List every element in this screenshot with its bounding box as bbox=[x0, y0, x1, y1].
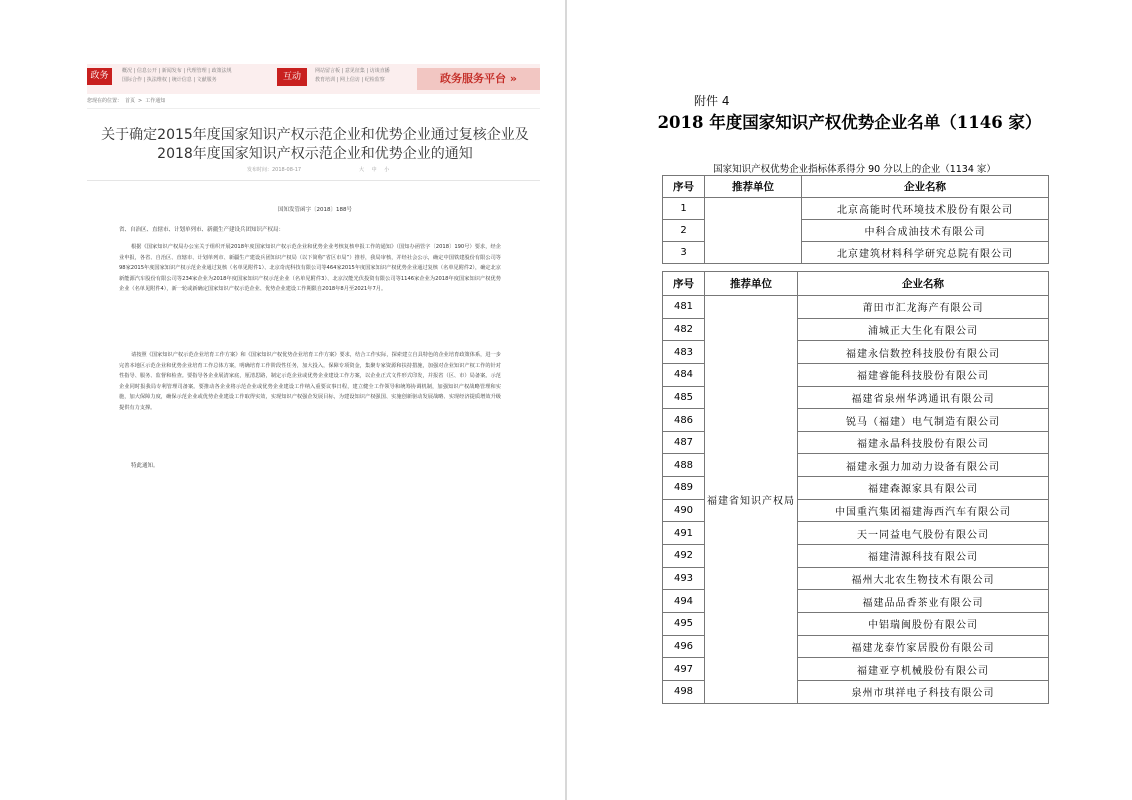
row-number: 493 bbox=[663, 567, 705, 590]
row-number: 495 bbox=[663, 612, 705, 635]
enterprise-name: 福建品品香茶业有限公司 bbox=[798, 590, 1049, 613]
header-name: 企业名称 bbox=[798, 272, 1049, 296]
service-platform-banner[interactable]: 政务服务平台 » bbox=[417, 68, 540, 90]
attachment-label: 附件 4 bbox=[694, 94, 730, 108]
row-number: 494 bbox=[663, 590, 705, 613]
row-number: 491 bbox=[663, 522, 705, 545]
enterprise-name: 福建清源科技有限公司 bbox=[798, 545, 1049, 568]
enterprise-name: 福建森源家具有限公司 bbox=[798, 477, 1049, 500]
breadcrumb-home-link[interactable]: 首页 bbox=[125, 98, 136, 104]
breadcrumb bbox=[87, 98, 540, 109]
enterprise-name: 中科合成油技术有限公司 bbox=[802, 220, 1049, 242]
nav-item[interactable]: 执法维权 bbox=[146, 77, 167, 83]
recommending-unit-cell bbox=[705, 198, 802, 264]
enterprise-name: 锐马（福建）电气制造有限公司 bbox=[798, 409, 1049, 432]
nav-item[interactable]: 文献服务 bbox=[196, 77, 217, 83]
row-number: 485 bbox=[663, 386, 705, 409]
document-title: 2018 年度国家知识产权优势企业名单（1146 家） bbox=[657, 113, 1042, 132]
nav-item[interactable]: 统计信息 bbox=[171, 77, 192, 83]
enterprise-name: 福建永晶科技股份有限公司 bbox=[798, 431, 1049, 454]
nav-item[interactable]: 网站留言板 bbox=[315, 68, 341, 74]
table-caption: 国家知识产权优势企业指标体系得分 90 分以上的企业（1134 家） bbox=[713, 164, 996, 175]
table-row bbox=[663, 198, 1049, 220]
enterprise-name: 浦城正大生化有限公司 bbox=[798, 318, 1049, 341]
body-paragraph-1: 根据《国家知识产权局办公室关于组织开展2018年度国家知识产权示范企业和优势企业考核复核申报工作的通知》（国知办函管字〔2018〕190号）要求，经企业申报，各省、自治区、直辖市、计划单列市、新疆生产建设兵团知识产权局（以下简称“省区市局”）推荐，我局审核，并经社会公示，确定中国铁建股份有限公司等98家2015年度国家知识产权示范企业通过复核（名单见附件1）、北京奇虎科技有限公司等464家2015年度国家知识产权优势企业通过复核（名单见附件2），确定北京新能源汽车股份有限公司等234家企业为2018年度国家知识产权示范企业（名单见附件3）、北京汉能光伏投资有限公司等1146家企业为2018年度国家知识产权优势企业（名单见附件4），新一轮或新确定国家知识产权示范企业、优势企业建设工作期限自2018年8月至2021年7月。 bbox=[119, 244, 501, 292]
divider bbox=[87, 180, 540, 181]
enterprise-name: 福建省泉州华鸿通讯有限公司 bbox=[798, 386, 1049, 409]
row-number: 483 bbox=[663, 341, 705, 364]
enterprise-name: 中铝瑞闽股份有限公司 bbox=[798, 612, 1049, 635]
nav-item[interactable]: 访谈直播 bbox=[369, 68, 390, 74]
row-number: 488 bbox=[663, 454, 705, 477]
row-number: 497 bbox=[663, 658, 705, 681]
enterprise-name: 福建龙泰竹家居股份有限公司 bbox=[798, 635, 1049, 658]
article-title-line: 2018年度国家知识产权示范企业和优势企业的通知 bbox=[157, 146, 473, 162]
row-number: 496 bbox=[663, 635, 705, 658]
enterprise-name: 福建睿能科技股份有限公司 bbox=[798, 363, 1049, 386]
font-size-switcher[interactable]: 大 中 小 bbox=[359, 167, 393, 173]
nav-row-4[interactable]: 教育培训 | 网上信访 | 纪检监察 bbox=[315, 77, 385, 83]
row-number: 489 bbox=[663, 477, 705, 500]
breadcrumb-separator: > bbox=[138, 98, 143, 104]
breadcrumb-current[interactable]: 工作通知 bbox=[145, 98, 166, 104]
enterprise-name: 莆田市汇龙海产有限公司 bbox=[798, 296, 1049, 319]
table-header-row bbox=[663, 176, 1049, 198]
nav-item[interactable]: 概况 bbox=[122, 68, 133, 74]
table-body bbox=[663, 296, 1049, 704]
row-number: 498 bbox=[663, 680, 705, 703]
nav-item[interactable]: 新闻发布 bbox=[161, 68, 182, 74]
header-unit: 推荐单位 bbox=[705, 176, 802, 198]
enterprise-name: 福建亚亨机械股份有限公司 bbox=[798, 658, 1049, 681]
enterprise-table-bottom bbox=[662, 271, 1049, 704]
header-name: 企业名称 bbox=[802, 176, 1049, 198]
gov-affairs-badge[interactable]: 政务 bbox=[87, 68, 112, 85]
row-number: 3 bbox=[663, 242, 705, 264]
enterprise-name: 中国重汽集团福建海西汽车有限公司 bbox=[798, 499, 1049, 522]
interaction-badge[interactable]: 互动 bbox=[277, 68, 307, 86]
header-no: 序号 bbox=[663, 272, 705, 296]
row-number: 482 bbox=[663, 318, 705, 341]
row-number: 490 bbox=[663, 499, 705, 522]
enterprise-table-top bbox=[662, 175, 1049, 264]
table-row bbox=[663, 296, 1049, 319]
enterprise-name: 福州大北农生物技术有限公司 bbox=[798, 567, 1049, 590]
addressee: 省、自治区、直辖市、计划单列市、新疆生产建设兵团知识产权局： bbox=[119, 227, 285, 233]
nav-row-1[interactable]: 概况 | 信息公开 | 新闻发布 | 代理管理 | 政策法规 bbox=[122, 68, 232, 74]
row-number: 1 bbox=[663, 198, 705, 220]
row-number: 481 bbox=[663, 296, 705, 319]
enterprise-name: 福建永强力加动力设备有限公司 bbox=[798, 454, 1049, 477]
header-no: 序号 bbox=[663, 176, 705, 198]
row-number: 486 bbox=[663, 409, 705, 432]
signoff: 特此通知。 bbox=[131, 463, 159, 469]
body-paragraph-2: 请按照《国家知识产权示范企业培育工作方案》和《国家知识产权优势企业培育工作方案》要求，结合工作实际，探索建立自具特色的企业培育政策体系，进一步完善本地区示范企业和优势企业培育工作总体方案，明确培育工作阶段性任务，加大投入，保障专项资金，集聚专家资源和扶持措施，加强对企业知识产权工作的针对性指导、服务、监督和检查。要指导各企业展清家底，厘清思路，制定示范企业或优势企业建设工作方案，以企业正式文件形式印发，并报省（区、市）局备案。示范企业同时报我局专利管理司备案。要推动各企业将示范企业或优势企业建设工作纳入重要议事日程，建立健全工作领导和统筹协调机制，加强知识产权战略管理和实施，加大保障力度，确保示范企业或优势企业建设工作取得实效，实现知识产权强企发展目标，为建设知识产权强国、实施创新驱动发展战略、实现经济提质增效升级提供有力支撑。 bbox=[119, 352, 501, 411]
breadcrumb-prefix: 您现在的位置： bbox=[87, 98, 123, 104]
nav-row-3[interactable]: 网站留言板 | 意见征集 | 访谈直播 bbox=[315, 68, 390, 74]
publish-date: 发布时间：2018-08-17 bbox=[247, 167, 302, 173]
row-number: 484 bbox=[663, 363, 705, 386]
nav-item[interactable]: 代理管理 bbox=[186, 68, 207, 74]
document-number: 国知发管函字〔2018〕188号 bbox=[278, 207, 352, 213]
row-number: 492 bbox=[663, 545, 705, 568]
nav-item[interactable]: 国际合作 bbox=[122, 77, 143, 83]
nav-item[interactable]: 纪检监察 bbox=[364, 77, 385, 83]
nav-item[interactable]: 信息公开 bbox=[136, 68, 157, 74]
row-number: 487 bbox=[663, 431, 705, 454]
nav-row-2[interactable]: 国际合作 | 执法维权 | 统计信息 | 文献服务 bbox=[122, 77, 217, 83]
enterprise-name: 北京建筑材料科学研究总院有限公司 bbox=[802, 242, 1049, 264]
article-title bbox=[90, 126, 540, 164]
table-header-row bbox=[663, 272, 1049, 296]
nav-item[interactable]: 意见征集 bbox=[344, 68, 365, 74]
enterprise-name: 北京高能时代环境技术股份有限公司 bbox=[802, 198, 1049, 220]
enterprise-name: 天一同益电气股份有限公司 bbox=[798, 522, 1049, 545]
enterprise-name: 福建永信数控科技股份有限公司 bbox=[798, 341, 1049, 364]
nav-item[interactable]: 网上信访 bbox=[339, 77, 360, 83]
site-header bbox=[87, 64, 540, 94]
recommending-unit-cell: 福建省知识产权局 bbox=[705, 296, 798, 704]
nav-item[interactable]: 政策法规 bbox=[211, 68, 232, 74]
nav-item[interactable]: 教育培训 bbox=[315, 77, 336, 83]
enterprise-name: 泉州市琪祥电子科技有限公司 bbox=[798, 680, 1049, 703]
row-number: 2 bbox=[663, 220, 705, 242]
article-title-line: 关于确定2015年度国家知识产权示范企业和优势企业通过复核企业及 bbox=[101, 127, 529, 143]
header-unit: 推荐单位 bbox=[705, 272, 798, 296]
